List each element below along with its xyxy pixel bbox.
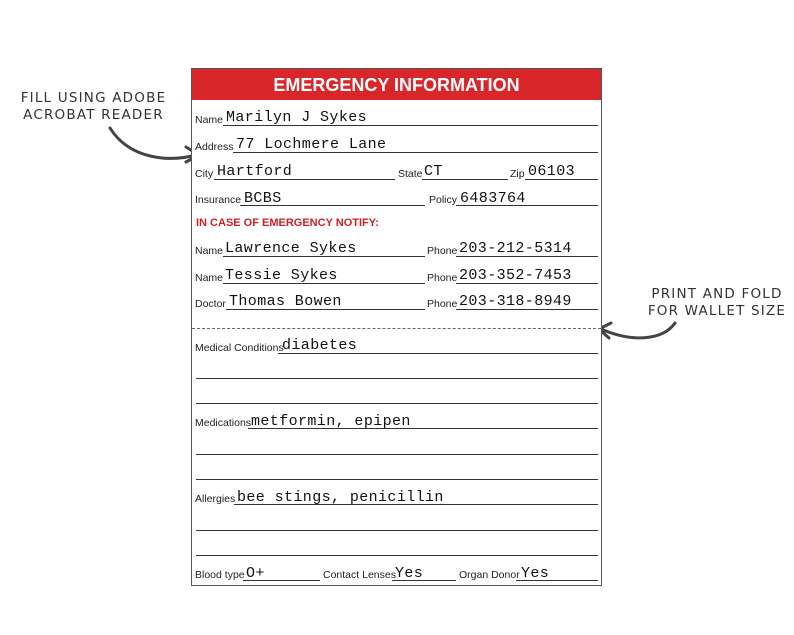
fold-note-line-1: PRINT AND FOLD (651, 286, 783, 302)
medical-conditions-extra-line (196, 403, 598, 404)
blood-type-line (243, 580, 320, 581)
contact-1-phone[interactable]: 203-212-5314 (459, 240, 572, 257)
address-label: Address (195, 141, 234, 153)
organ-donor-value[interactable]: Yes (521, 565, 550, 582)
fill-note-line-1: FILL USING ADOBE (20, 90, 167, 106)
contact-lenses-line (392, 580, 456, 581)
name-label: Name (195, 114, 224, 126)
blood-type-value[interactable]: O+ (246, 565, 265, 582)
medical-conditions-line (278, 353, 598, 354)
state-line (422, 179, 508, 180)
address-line (233, 152, 598, 153)
city-line (214, 179, 395, 180)
organ-donor-line (516, 580, 598, 581)
medications-label: Medications (195, 417, 252, 429)
doctor-phone-line (456, 309, 598, 310)
name-line (223, 125, 598, 126)
medications-extra-line (196, 454, 598, 455)
contact-lenses-value[interactable]: Yes (395, 565, 424, 582)
doctor-label: Doctor (195, 298, 226, 310)
blood-type-label: Blood type (195, 569, 245, 581)
state-value[interactable]: CT (424, 163, 443, 180)
contact-2-phone-label: Phone (427, 272, 458, 284)
medications-extra-line (196, 479, 598, 480)
medical-conditions-label: Medical Conditions (195, 342, 284, 354)
medications-line (248, 428, 598, 429)
contact-1-line (223, 256, 425, 257)
fold-line (192, 328, 601, 329)
medications-value[interactable]: metformin, epipen (251, 413, 411, 430)
contact-2-label: Name (195, 272, 224, 284)
policy-line (456, 205, 598, 206)
insurance-value[interactable]: BCBS (244, 190, 282, 207)
state-label: State (398, 168, 423, 180)
contact-2-line (223, 283, 425, 284)
medical-conditions-value[interactable]: diabetes (282, 337, 358, 354)
arrow-to-fold-line-icon (593, 315, 683, 350)
allergies-extra-line (196, 530, 598, 531)
zip-label: Zip (510, 168, 525, 180)
zip-value[interactable]: 06103 (528, 163, 576, 180)
medical-conditions-extra-line (196, 378, 598, 379)
allergies-value[interactable]: bee stings, penicillin (237, 489, 444, 506)
fill-note-line-2: ACROBAT READER (23, 107, 164, 123)
insurance-line (240, 205, 425, 206)
contact-2-phone-line (456, 283, 598, 284)
policy-label: Policy (429, 194, 458, 206)
card-title: EMERGENCY INFORMATION (192, 69, 601, 100)
organ-donor-label: Organ Donor (459, 569, 520, 581)
doctor-phone[interactable]: 203-318-8949 (459, 293, 572, 310)
contact-1-phone-line (456, 256, 598, 257)
allergies-line (234, 504, 598, 505)
zip-line (525, 179, 598, 180)
allergies-extra-line (196, 555, 598, 556)
policy-value[interactable]: 6483764 (460, 190, 526, 207)
insurance-label: Insurance (195, 194, 242, 206)
address-value[interactable]: 77 Lochmere Lane (236, 136, 387, 153)
contact-1-name[interactable]: Lawrence Sykes (225, 240, 357, 257)
contact-1-label: Name (195, 245, 224, 257)
contact-lenses-label: Contact Lenses (323, 569, 396, 581)
name-value[interactable]: Marilyn J Sykes (226, 109, 368, 126)
doctor-line (226, 309, 425, 310)
allergies-label: Allergies (195, 493, 236, 505)
contact-1-phone-label: Phone (427, 245, 458, 257)
emergency-notify-heading: IN CASE OF EMERGENCY NOTIFY: (196, 217, 379, 229)
emergency-info-card (191, 68, 602, 586)
contact-2-phone[interactable]: 203-352-7453 (459, 267, 572, 284)
city-value[interactable]: Hartford (217, 163, 293, 180)
city-label: City (195, 168, 214, 180)
fill-instructions-note (6, 90, 181, 124)
doctor-name[interactable]: Thomas Bowen (229, 293, 342, 310)
fold-note-line-2: FOR WALLET SIZE (647, 303, 787, 319)
contact-2-name[interactable]: Tessie Sykes (225, 267, 338, 284)
doctor-phone-label: Phone (427, 298, 458, 310)
